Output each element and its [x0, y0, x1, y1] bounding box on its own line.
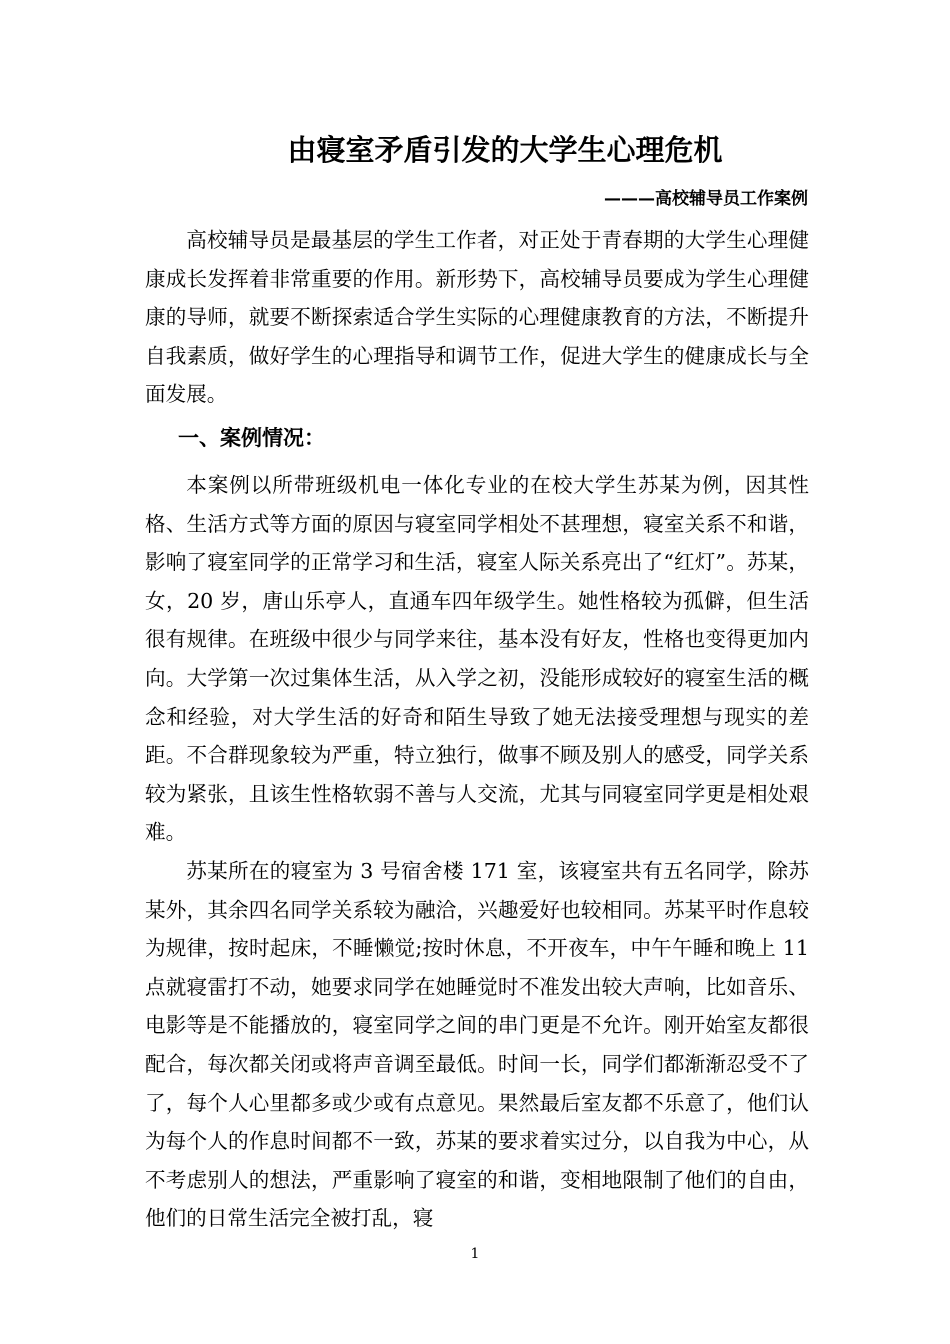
case-block	[145, 466, 809, 1238]
page-number: 1	[470, 1246, 480, 1262]
intro-paragraph: 高校辅导员是最基层的学生工作者，对正处于青春期的大学生心理健康成长发挥着非常重要的作用。新形势下，高校辅导员要成为学生心理健康的导师，就要不断探索适合学生实际的心理健康教育的方法，不断提升自我素质，做好学生的心理指导和调节工作，促进大学生的健康成长与全面发展。	[145, 228, 809, 407]
intro-block	[145, 221, 809, 414]
dorm-paragraph: 苏某所在的寝室为 3 号宿舍楼 171 室，该寝室共有五名同学，除苏某外，其余四名同学关系较为融洽，兴趣爱好也较相同。苏某平时作息较为规律，按时起床，不睡懒觉;按时休息，不开夜车，中午午睡和晚上 11 点就寝雷打不动，她要求同学在她睡觉时不准发出较大声响，比如音乐、电影等是不能播放的，寝室同学之间的串门更是不允许。刚开始室友都很配合，每次都关闭或将声音调至最低。时间一长，同学们都渐渐忍受不了了，每个人心里都多或少或有点意见。果然最后室友都不乐意了，他们认为每个人的作息时间都不一致，苏某的要求着实过分，以自我为中心，从不考虑别人的想法，严重影响了寝室的和谐，变相地限制了他们的自由，他们的日常生活完全被打乱，寝	[145, 858, 809, 1231]
document-subtitle: ———高校辅导员工作案例	[604, 189, 808, 209]
section-heading: 一、案例情况：	[178, 426, 325, 450]
case-paragraph: 本案例以所带班级机电一体化专业的在校大学生苏某为例，因其性格、生活方式等方面的原因与寝室同学相处不甚理想，寝室关系不和谐，影响了寝室同学的正常学习和生活，寝室人际关系亮出了“红灯”。苏某，女，20 岁，唐山乐亭人，直通车四年级学生。她性格较为孤僻，但生活很有规律。在班级中很少与同学来往，基本没有好友，性格也变得更加内向。大学第一次过集体生活，从入学之初，没能形成较好的寝室生活的概念和经验，对大学生活的好奇和陌生导致了她无法接受理想与现实的差距。不合群现象较为严重，特立独行，做事不顾及别人的感受，同学关系较为紧张，且该生性格软弱不善与人交流，尤其与同寝室同学更是相处艰难。	[145, 473, 809, 845]
document-title: 由寝室矛盾引发的大学生心理危机	[287, 133, 723, 167]
